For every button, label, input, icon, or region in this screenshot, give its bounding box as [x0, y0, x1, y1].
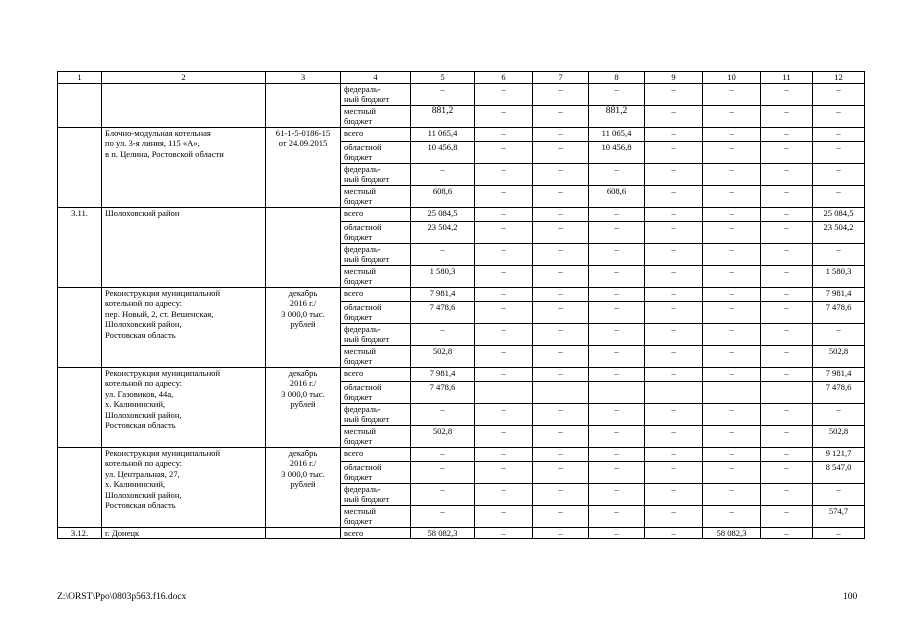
value-cell: 881,2: [589, 105, 645, 127]
value-cell: –: [589, 301, 645, 323]
value-cell: –: [645, 185, 703, 207]
header-cell: 9: [645, 72, 703, 84]
value-cell: –: [533, 207, 589, 221]
value-cell: 1 580,3: [813, 265, 865, 287]
value-cell: –: [475, 527, 533, 539]
value-cell: –: [813, 105, 865, 127]
value-cell: –: [703, 483, 761, 505]
value-cell: –: [475, 425, 533, 447]
value-cell: –: [475, 83, 533, 105]
value-cell: –: [533, 403, 589, 425]
value-cell: –: [761, 403, 813, 425]
funding-source-cell: местный бюджет: [341, 105, 411, 127]
header-cell: 3: [266, 72, 341, 84]
value-cell: –: [761, 323, 813, 345]
object-name-cell: [102, 83, 266, 127]
funding-source-cell: областной бюджет: [341, 301, 411, 323]
value-cell: –: [475, 127, 533, 141]
value-cell: –: [645, 287, 703, 301]
value-cell: –: [589, 447, 645, 461]
value-cell: –: [761, 83, 813, 105]
value-cell: –: [533, 127, 589, 141]
value-cell: –: [703, 367, 761, 381]
object-name-cell: Блочно-модульная котельная по ул. 3-я линия, 115 «А», в п. Целина, Ростовской области: [102, 127, 266, 207]
value-cell: [645, 381, 703, 403]
object-name-cell: Шолоховский район: [102, 207, 266, 287]
value-cell: –: [411, 83, 475, 105]
value-cell: –: [703, 207, 761, 221]
value-cell: –: [703, 127, 761, 141]
value-cell: –: [703, 287, 761, 301]
value-cell: –: [533, 301, 589, 323]
value-cell: –: [703, 265, 761, 287]
value-cell: –: [761, 141, 813, 163]
row-number-cell: [58, 287, 102, 367]
document-cell: [266, 527, 341, 539]
value-cell: –: [703, 83, 761, 105]
value-cell: 7 478,6: [813, 301, 865, 323]
value-cell: 8 547,0: [813, 461, 865, 483]
value-cell: –: [645, 425, 703, 447]
header-cell: 12: [813, 72, 865, 84]
value-cell: –: [813, 403, 865, 425]
value-cell: –: [475, 345, 533, 367]
row-number-cell: [58, 127, 102, 207]
header-cell: 8: [589, 72, 645, 84]
value-cell: –: [411, 403, 475, 425]
value-cell: 7 981,4: [411, 287, 475, 301]
value-cell: [589, 381, 645, 403]
value-cell: 608,6: [589, 185, 645, 207]
table-row: [58, 527, 865, 539]
value-cell: –: [761, 265, 813, 287]
value-cell: –: [475, 221, 533, 243]
value-cell: –: [475, 301, 533, 323]
funding-source-cell: федераль- ный бюджет: [341, 243, 411, 265]
value-cell: –: [761, 163, 813, 185]
value-cell: –: [533, 221, 589, 243]
value-cell: –: [533, 505, 589, 527]
value-cell: 9 121,7: [813, 447, 865, 461]
value-cell: –: [761, 221, 813, 243]
value-cell: –: [475, 265, 533, 287]
funding-source-cell: местный бюджет: [341, 345, 411, 367]
value-cell: 7 478,6: [411, 381, 475, 403]
value-cell: –: [533, 447, 589, 461]
funding-source-cell: областной бюджет: [341, 221, 411, 243]
value-cell: –: [645, 483, 703, 505]
value-cell: [533, 381, 589, 403]
value-cell: –: [475, 403, 533, 425]
value-cell: –: [411, 461, 475, 483]
value-cell: –: [475, 461, 533, 483]
value-cell: –: [761, 105, 813, 127]
funding-source-cell: областной бюджет: [341, 461, 411, 483]
value-cell: 10 456,8: [589, 141, 645, 163]
value-cell: –: [411, 243, 475, 265]
header-cell: 10: [703, 72, 761, 84]
value-cell: –: [589, 221, 645, 243]
value-cell: –: [813, 323, 865, 345]
funding-source-cell: федераль- ный бюджет: [341, 403, 411, 425]
value-cell: –: [589, 505, 645, 527]
value-cell: –: [475, 105, 533, 127]
value-cell: –: [761, 527, 813, 539]
value-cell: –: [645, 265, 703, 287]
value-cell: –: [533, 483, 589, 505]
funding-source-cell: всего: [341, 367, 411, 381]
row-number-cell: [58, 367, 102, 447]
value-cell: 23 504,2: [813, 221, 865, 243]
document-cell: [266, 83, 341, 127]
value-cell: –: [589, 527, 645, 539]
value-cell: –: [761, 345, 813, 367]
table-header-row: [58, 72, 865, 84]
value-cell: 25 084,5: [813, 207, 865, 221]
value-cell: –: [645, 323, 703, 345]
table-row: [58, 447, 865, 461]
value-cell: 7 981,4: [813, 367, 865, 381]
value-cell: 10 456,8: [411, 141, 475, 163]
value-cell: –: [645, 367, 703, 381]
value-cell: –: [411, 483, 475, 505]
value-cell: –: [645, 243, 703, 265]
value-cell: –: [533, 83, 589, 105]
value-cell: –: [533, 527, 589, 539]
funding-source-cell: всего: [341, 127, 411, 141]
value-cell: –: [813, 163, 865, 185]
funding-source-cell: местный бюджет: [341, 265, 411, 287]
value-cell: –: [533, 367, 589, 381]
value-cell: –: [589, 483, 645, 505]
value-cell: –: [589, 403, 645, 425]
value-cell: –: [761, 207, 813, 221]
table-row: [58, 127, 865, 141]
value-cell: –: [475, 243, 533, 265]
file-path: Z:\ORST\Ppo\0803p563.f16.docx: [57, 592, 187, 602]
value-cell: [475, 381, 533, 403]
value-cell: –: [533, 323, 589, 345]
value-cell: 574,7: [813, 505, 865, 527]
value-cell: –: [761, 127, 813, 141]
header-cell: 2: [102, 72, 266, 84]
value-cell: –: [813, 141, 865, 163]
value-cell: –: [645, 83, 703, 105]
document-cell: декабрь 2016 г./ 3 000,0 тыс. рублей: [266, 287, 341, 367]
value-cell: –: [761, 483, 813, 505]
value-cell: –: [589, 323, 645, 345]
value-cell: –: [533, 185, 589, 207]
funding-source-cell: местный бюджет: [341, 505, 411, 527]
value-cell: 7 478,6: [411, 301, 475, 323]
table-row: [58, 287, 865, 301]
funding-source-cell: всего: [341, 447, 411, 461]
document-cell: [266, 207, 341, 287]
funding-source-cell: областной бюджет: [341, 141, 411, 163]
value-cell: –: [761, 447, 813, 461]
value-cell: 7 981,4: [813, 287, 865, 301]
value-cell: –: [475, 287, 533, 301]
value-cell: –: [589, 287, 645, 301]
value-cell: –: [703, 425, 761, 447]
row-number-cell: 3.11.: [58, 207, 102, 287]
value-cell: –: [703, 243, 761, 265]
value-cell: –: [703, 345, 761, 367]
value-cell: –: [475, 207, 533, 221]
funding-source-cell: федераль- ный бюджет: [341, 163, 411, 185]
value-cell: 58 082,3: [411, 527, 475, 539]
value-cell: 608,6: [411, 185, 475, 207]
funding-source-cell: федераль- ный бюджет: [341, 83, 411, 105]
funding-source-cell: всего: [341, 287, 411, 301]
value-cell: –: [761, 243, 813, 265]
document-cell: декабрь 2016 г./ 3 000,0 тыс. рублей: [266, 447, 341, 527]
row-number-cell: [58, 83, 102, 127]
value-cell: –: [645, 527, 703, 539]
value-cell: –: [533, 163, 589, 185]
object-name-cell: Реконструкция муниципальной котельной по адресу: ул. Центральная, 27, х. Калининский, Шолоховский район, Ростовская область: [102, 447, 266, 527]
value-cell: 58 082,3: [703, 527, 761, 539]
value-cell: –: [475, 185, 533, 207]
value-cell: –: [475, 141, 533, 163]
value-cell: –: [589, 367, 645, 381]
header-cell: 1: [58, 72, 102, 84]
value-cell: –: [533, 287, 589, 301]
value-cell: –: [589, 265, 645, 287]
document-cell: декабрь 2016 г./ 3 000,0 тыс. рублей: [266, 367, 341, 447]
value-cell: –: [589, 163, 645, 185]
value-cell: 7 981,4: [411, 367, 475, 381]
value-cell: –: [813, 527, 865, 539]
value-cell: 502,8: [813, 345, 865, 367]
value-cell: –: [813, 127, 865, 141]
value-cell: 502,8: [411, 345, 475, 367]
value-cell: [703, 381, 761, 403]
value-cell: –: [703, 505, 761, 527]
table-row: [58, 207, 865, 221]
value-cell: –: [761, 185, 813, 207]
value-cell: –: [411, 505, 475, 527]
object-name-cell: Реконструкция муниципальной котельной по адресу: пер. Новый, 2, ст. Вешенская, Шолоховский район, Ростовская область: [102, 287, 266, 367]
value-cell: –: [533, 243, 589, 265]
value-cell: –: [645, 127, 703, 141]
funding-source-cell: местный бюджет: [341, 425, 411, 447]
value-cell: 502,8: [813, 425, 865, 447]
value-cell: –: [645, 163, 703, 185]
header-cell: 11: [761, 72, 813, 84]
value-cell: –: [703, 323, 761, 345]
value-cell: 11 065,4: [411, 127, 475, 141]
value-cell: 881,2: [411, 105, 475, 127]
value-cell: 1 580,3: [411, 265, 475, 287]
value-cell: [761, 381, 813, 403]
funding-source-cell: федераль- ный бюджет: [341, 323, 411, 345]
value-cell: –: [533, 461, 589, 483]
value-cell: 7 478,6: [813, 381, 865, 403]
value-cell: 25 084,5: [411, 207, 475, 221]
value-cell: –: [645, 505, 703, 527]
value-cell: –: [813, 483, 865, 505]
value-cell: –: [475, 163, 533, 185]
value-cell: –: [645, 301, 703, 323]
page-number: 100: [843, 592, 858, 602]
row-number-cell: 3.12.: [58, 527, 102, 539]
value-cell: 11 065,4: [589, 127, 645, 141]
value-cell: –: [475, 323, 533, 345]
value-cell: –: [761, 505, 813, 527]
value-cell: –: [645, 105, 703, 127]
value-cell: –: [411, 163, 475, 185]
object-name-cell: г. Донецк: [102, 527, 266, 539]
value-cell: –: [645, 403, 703, 425]
value-cell: –: [813, 185, 865, 207]
value-cell: –: [589, 243, 645, 265]
value-cell: –: [703, 447, 761, 461]
header-cell: 4: [341, 72, 411, 84]
value-cell: –: [761, 425, 813, 447]
header-cell: 7: [533, 72, 589, 84]
value-cell: –: [475, 483, 533, 505]
value-cell: –: [703, 301, 761, 323]
value-cell: 23 504,2: [411, 221, 475, 243]
value-cell: –: [813, 243, 865, 265]
value-cell: –: [703, 221, 761, 243]
object-name-cell: Реконструкция муниципальной котельной по адресу: ул. Газовиков, 44а, х. Калининский, Шолоховский район, Ростовская область: [102, 367, 266, 447]
value-cell: –: [703, 185, 761, 207]
table-body: [58, 72, 865, 539]
value-cell: –: [645, 221, 703, 243]
value-cell: –: [533, 425, 589, 447]
value-cell: –: [589, 83, 645, 105]
table-row: [58, 83, 865, 105]
value-cell: –: [761, 461, 813, 483]
value-cell: –: [475, 447, 533, 461]
value-cell: –: [761, 301, 813, 323]
value-cell: –: [645, 447, 703, 461]
value-cell: –: [703, 163, 761, 185]
row-number-cell: [58, 447, 102, 527]
budget-table: [57, 71, 865, 539]
document-cell: 61-1-5-0186-15 от 24.09.2015: [266, 127, 341, 207]
value-cell: –: [761, 367, 813, 381]
value-cell: 502,8: [411, 425, 475, 447]
funding-source-cell: федераль- ный бюджет: [341, 483, 411, 505]
value-cell: –: [703, 461, 761, 483]
value-cell: –: [703, 105, 761, 127]
value-cell: –: [645, 345, 703, 367]
value-cell: –: [411, 447, 475, 461]
value-cell: –: [589, 207, 645, 221]
funding-source-cell: всего: [341, 207, 411, 221]
value-cell: –: [813, 83, 865, 105]
value-cell: –: [703, 403, 761, 425]
header-cell: 6: [475, 72, 533, 84]
value-cell: –: [645, 461, 703, 483]
funding-source-cell: местный бюджет: [341, 185, 411, 207]
value-cell: –: [411, 323, 475, 345]
value-cell: –: [703, 141, 761, 163]
funding-source-cell: всего: [341, 527, 411, 539]
value-cell: –: [761, 287, 813, 301]
value-cell: –: [589, 345, 645, 367]
value-cell: –: [589, 425, 645, 447]
value-cell: –: [589, 461, 645, 483]
funding-source-cell: областной бюджет: [341, 381, 411, 403]
header-cell: 5: [411, 72, 475, 84]
value-cell: –: [475, 367, 533, 381]
value-cell: –: [533, 141, 589, 163]
value-cell: –: [533, 105, 589, 127]
value-cell: –: [475, 505, 533, 527]
value-cell: –: [533, 265, 589, 287]
value-cell: –: [645, 207, 703, 221]
table-row: [58, 367, 865, 381]
value-cell: –: [533, 345, 589, 367]
value-cell: –: [645, 141, 703, 163]
